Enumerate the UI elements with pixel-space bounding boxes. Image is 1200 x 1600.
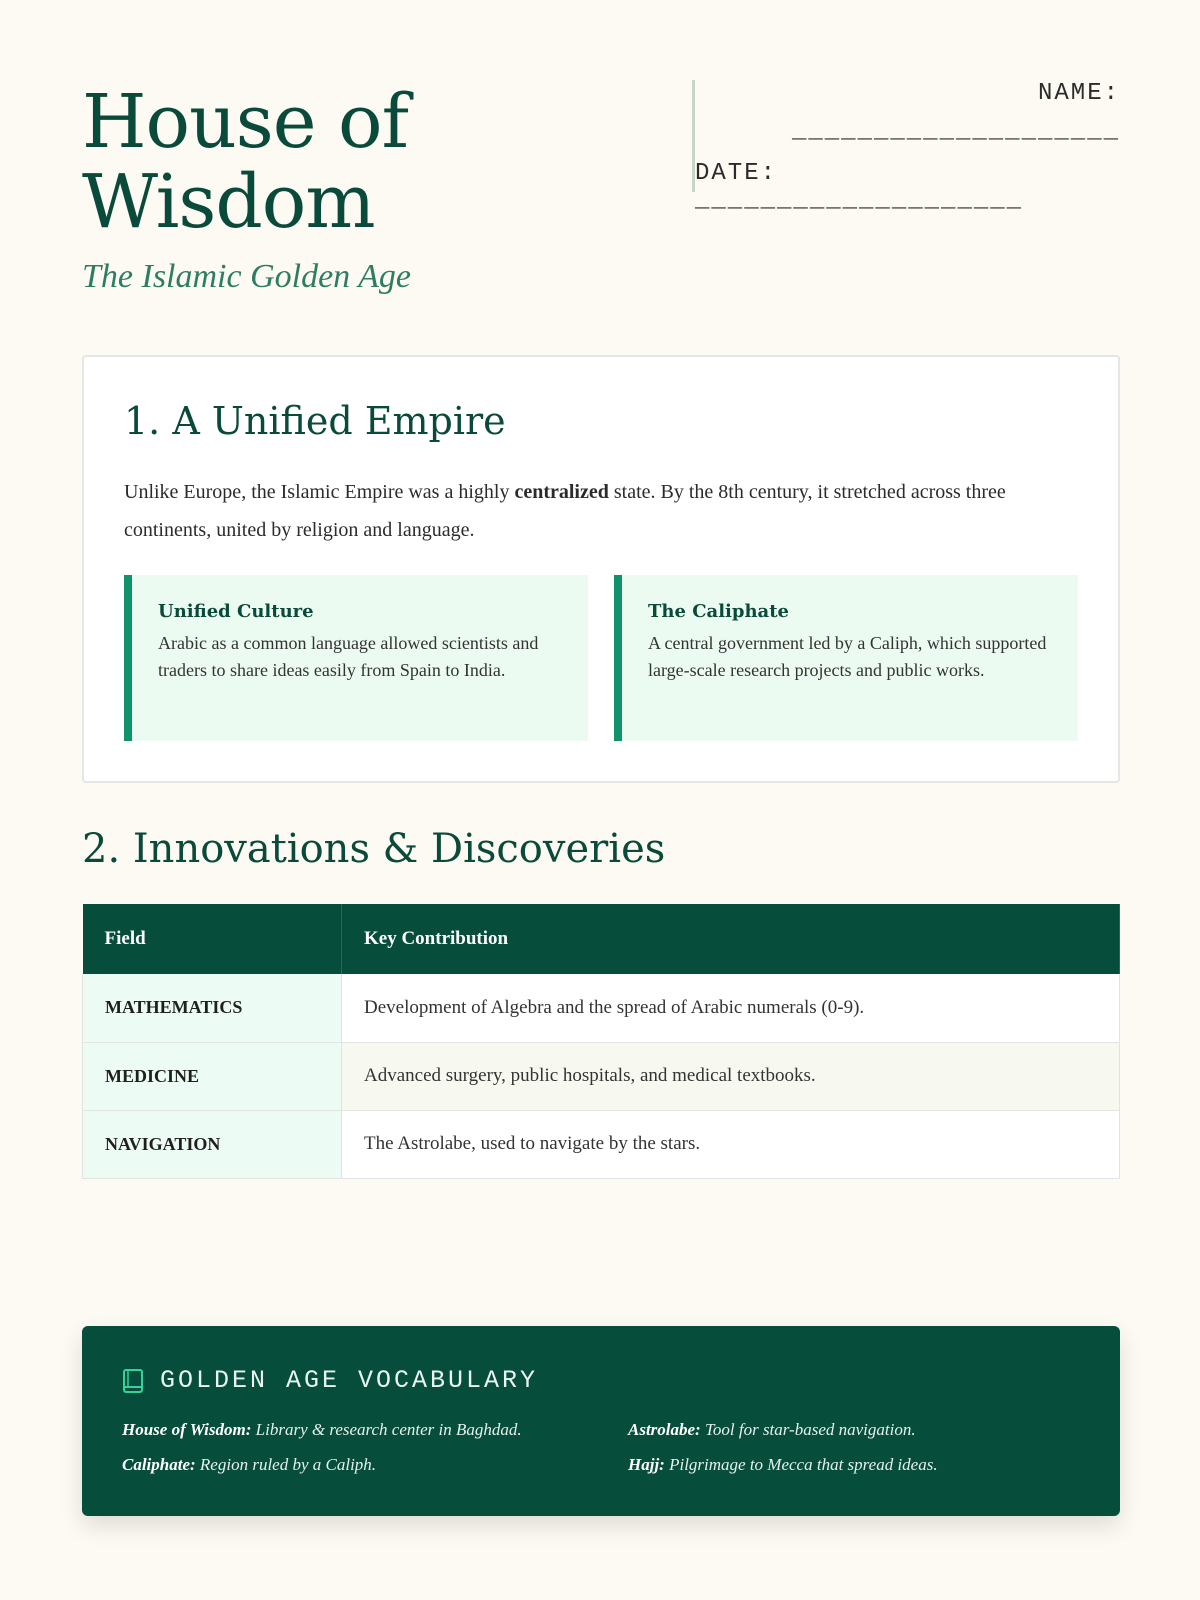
vocabulary-title: GOLDEN AGE VOCABULARY — [160, 1366, 539, 1395]
section-2-heading: 2. Innovations & Discoveries — [82, 826, 666, 872]
worksheet-page — [82, 0, 1120, 1600]
vocab-term: House of Wisdom: — [122, 1420, 252, 1439]
contribution-cell: Development of Algebra and the spread of Arabic numerals (0-9). — [342, 974, 1120, 1042]
vocab-item — [628, 1455, 938, 1475]
table-row — [83, 974, 1120, 1042]
name-field[interactable]: ____________________ — [791, 118, 1120, 145]
info-box-text: A central government led by a Caliph, which supported large-scale research projects and public works. — [648, 633, 1047, 680]
intro-text-start: Unlike Europe, the Islamic Empire was a highly — [124, 481, 515, 503]
info-box-text: Arabic as a common language allowed scientists and traders to share ideas easily from Spain to India. — [158, 633, 539, 680]
info-box-caliphate — [614, 575, 1078, 741]
section-unified-empire — [82, 355, 1120, 783]
table-header-row — [83, 904, 1120, 974]
contributions-table — [82, 904, 1120, 1179]
vocab-term: Hajj: — [628, 1455, 665, 1474]
student-info — [692, 80, 1120, 214]
column-header-contribution: Key Contribution — [342, 904, 1120, 974]
contribution-cell: Advanced surgery, public hospitals, and medical textbooks. — [342, 1042, 1120, 1110]
info-box-title: The Caliphate — [648, 601, 789, 622]
date-row — [695, 160, 1120, 214]
vocab-term: Caliphate: — [122, 1455, 196, 1474]
vocab-definition: Tool for star-based navigation. — [700, 1420, 916, 1439]
contribution-cell: The Astrolabe, used to navigate by the stars. — [342, 1110, 1120, 1178]
intro-bold-term: centralized — [514, 481, 609, 503]
vocabulary-box — [82, 1326, 1120, 1516]
info-box-unified-culture — [124, 575, 588, 741]
name-label: NAME: — [1037, 80, 1120, 107]
section-1-heading: 1. A Unified Empire — [124, 399, 506, 443]
vocabulary-header — [122, 1366, 538, 1395]
section-1-intro — [124, 473, 1064, 549]
table-row — [83, 1042, 1120, 1110]
table-row — [83, 1110, 1120, 1178]
vocab-item — [628, 1420, 916, 1440]
date-label: DATE: — [695, 160, 778, 187]
vocab-term: Astrolabe: — [628, 1420, 701, 1439]
book-icon — [122, 1368, 144, 1394]
info-box-title: Unified Culture — [158, 601, 314, 622]
field-cell: MATHEMATICS — [83, 974, 342, 1042]
vocab-item — [122, 1420, 522, 1440]
page-subtitle: The Islamic Golden Age — [82, 258, 411, 295]
column-header-field: Field — [83, 904, 342, 974]
page-title — [82, 79, 642, 245]
vocab-definition: Library & research center in Baghdad. — [251, 1420, 522, 1439]
header — [82, 79, 1120, 312]
title-line-1: House of — [82, 79, 408, 165]
intro-text-end: state. By the 8th century, it stretched across three continents, united by religion and language. — [124, 481, 1006, 541]
vocab-definition: Pilgrimage to Mecca that spread ideas. — [664, 1455, 938, 1474]
vocab-definition: Region ruled by a Caliph. — [195, 1455, 377, 1474]
title-line-2: Wisdom — [82, 159, 375, 245]
field-cell: NAVIGATION — [83, 1110, 342, 1178]
vocab-item — [122, 1455, 376, 1475]
field-cell: MEDICINE — [83, 1042, 342, 1110]
date-field[interactable]: ____________________ — [695, 187, 1024, 214]
